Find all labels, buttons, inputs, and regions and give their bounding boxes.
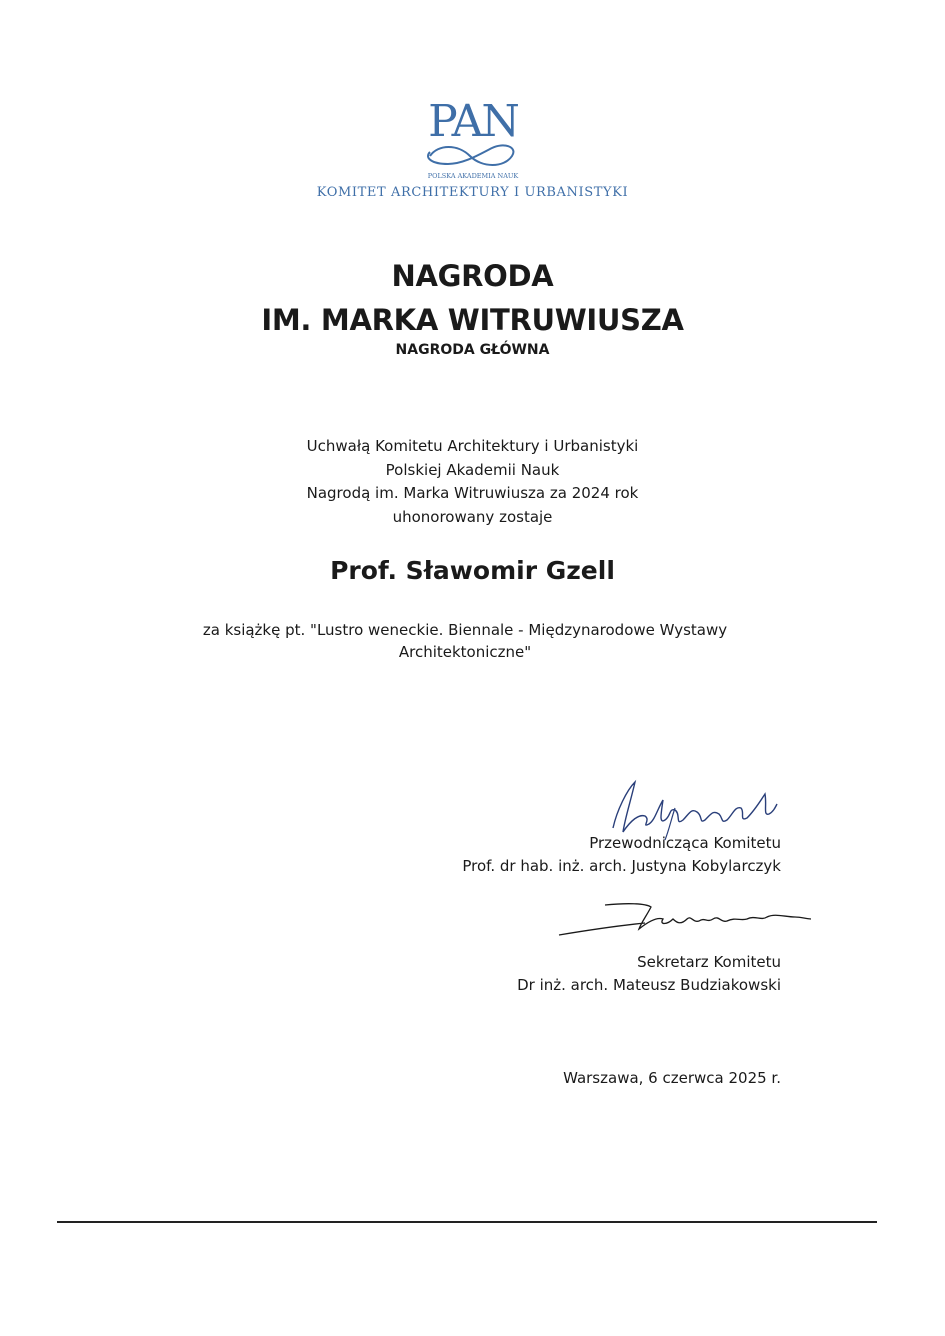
- pan-academy-small: POLSKA AKADEMIA NAUK: [427, 172, 518, 180]
- book-reference: [150, 619, 780, 663]
- resolution-line: Polskiej Akademii Nauk: [385, 460, 560, 479]
- secretary-signature: [555, 895, 815, 940]
- chair-role: Przewodnicząca Komitetu: [589, 834, 781, 852]
- pan-logo: [0, 92, 945, 182]
- secretary-role: Sekretarz Komitetu: [637, 953, 781, 971]
- book-line: za książkę pt. "Lustro weneckie. Biennale - Międzynarodowe Wystawy: [202, 621, 728, 639]
- secretary-signature-block: [517, 951, 781, 997]
- resolution-line: Nagrodą im. Marka Witruwiusza za 2024 rok: [306, 484, 639, 502]
- chair-name: Prof. dr hab. inż. arch. Justyna Kobylarczyk: [462, 857, 781, 875]
- pan-logo-mark: [408, 92, 538, 182]
- book-line: Architektoniczne": [398, 643, 532, 661]
- pan-acronym: PAN: [427, 96, 518, 147]
- resolution-line: uhonorowany zostaje: [392, 507, 553, 526]
- award-title: [0, 254, 945, 342]
- award-title-line2: IM. MARKA WITRUWIUSZA: [261, 303, 684, 337]
- resolution-line: Uchwałą Komitetu Architektury i Urbanistyki: [306, 437, 639, 455]
- chair-signature-block: [462, 832, 781, 878]
- award-title-line1: NAGRODA: [391, 259, 554, 293]
- issue-date: Warszawa, 6 czerwca 2025 r.: [563, 1069, 781, 1087]
- secretary-name: Dr inż. arch. Mateusz Budziakowski: [517, 976, 781, 994]
- recipient-name: Prof. Sławomir Gzell: [330, 556, 615, 585]
- infinity-swirl-icon: [428, 145, 513, 165]
- resolution-text: [0, 435, 945, 529]
- footer-divider: [57, 1221, 877, 1223]
- award-subtitle: NAGRODA GŁÓWNA: [395, 342, 550, 358]
- committee-name: KOMITET ARCHITEKTURY I URBANISTYKI: [316, 185, 629, 200]
